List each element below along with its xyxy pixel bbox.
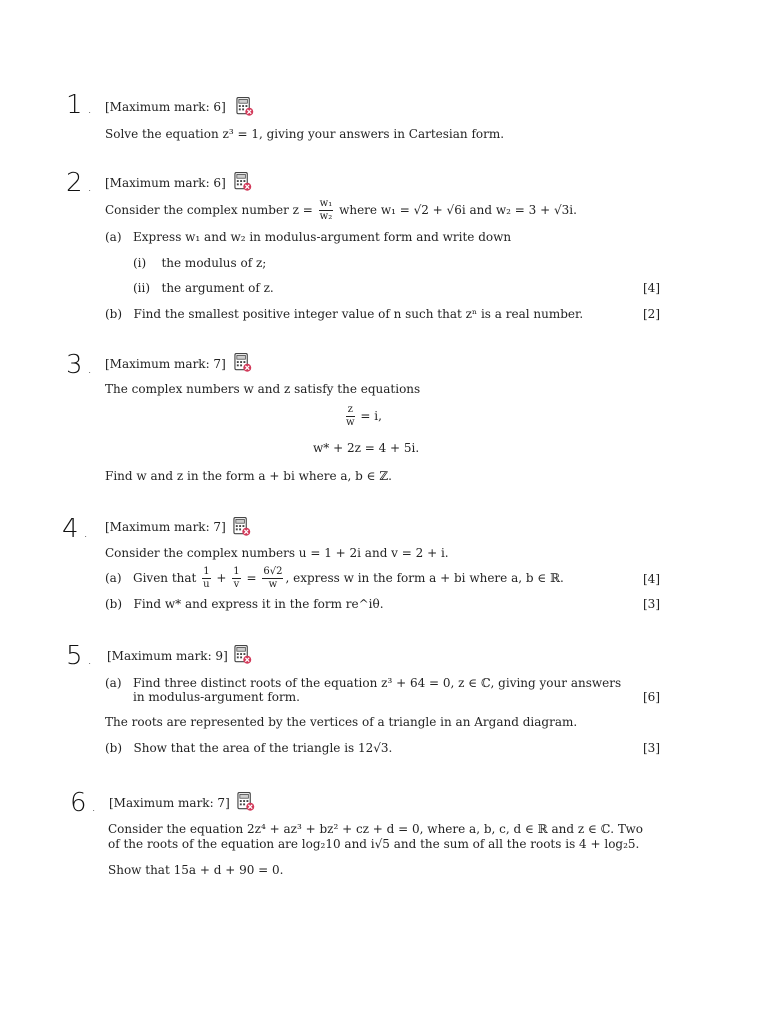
question-number: 4 .	[62, 514, 89, 544]
equation-1: $\frac{z}{w}$ = i,	[346, 404, 382, 428]
calculator-not-allowed-icon	[233, 517, 251, 537]
calculator-not-allowed-icon	[237, 792, 255, 812]
question-text: The roots are represented by the vertices of a triangle in an Argand diagram.	[105, 715, 578, 729]
question-number: 2 .	[66, 168, 93, 198]
max-mark: [Maximum mark: 9]	[107, 649, 228, 663]
question-text: Find w and z in the form a + bi where a, b ∈ ℤ.	[105, 469, 392, 483]
part-b: (b) Find the smallest positive integer value of n such that zⁿ is a real number.	[105, 307, 584, 321]
max-mark: [Maximum mark: 6]	[105, 100, 226, 114]
part-mark: [4]	[643, 572, 660, 586]
max-mark: [Maximum mark: 7]	[105, 520, 226, 534]
question-intro: Consider the complex number z = $\frac{\text{w₁}}{\text{w₂}}$ where w₁ = √2 + √6i and w₂ = 3 + √3i.	[105, 198, 577, 222]
fraction: $\frac{\text{w₁}}{\text{w₂}}$	[319, 198, 333, 222]
max-mark: [Maximum mark: 7]	[105, 357, 226, 371]
part-mark: [2]	[643, 307, 660, 321]
calculator-not-allowed-icon	[234, 353, 252, 373]
question-number: 6 .	[70, 788, 97, 818]
part-a: (a) Express w₁ and w₂ in modulus-argument form and write down	[105, 230, 512, 244]
part-mark: [6]	[643, 690, 660, 704]
part-b: (b) Find w* and express it in the form re^iθ.	[105, 597, 384, 611]
question-intro: Consider the complex numbers u = 1 + 2i and v = 2 + i.	[105, 546, 449, 560]
question-text: Show that 15a + d + 90 = 0.	[108, 863, 284, 877]
part-a-i: (i) the modulus of z;	[133, 256, 267, 270]
calculator-not-allowed-icon	[234, 645, 252, 665]
calculator-not-allowed-icon	[236, 97, 254, 117]
part-b: (b) Show that the area of the triangle is 12√3.	[105, 741, 393, 755]
question-text: Solve the equation z³ = 1, giving your answers in Cartesian form.	[105, 127, 505, 141]
part-mark: [4]	[643, 281, 660, 295]
question-text: of the roots of the equation are log₂10 and i√5 and the sum of all the roots is 4 + log₂5.	[108, 837, 640, 851]
equation-2: w* + 2z = 4 + 5i.	[313, 441, 420, 455]
part-mark: [3]	[643, 597, 660, 611]
question-number: 1 .	[66, 90, 93, 120]
part-a: (a) Find three distinct roots of the equation z³ + 64 = 0, z ∈ ℂ, giving your answers	[105, 676, 622, 690]
max-mark: [Maximum mark: 7]	[109, 796, 230, 810]
question-number: 3 .	[66, 350, 93, 380]
part-a-cont: in modulus-argument form.	[133, 690, 300, 704]
part-a: (a) Given that $\frac{1}{u}$ + $\frac{1}{v}$ = $\frac{6√2}{w}$ , express w in the form a + bi where a, b ∈ ℝ.	[105, 566, 564, 590]
max-mark: [Maximum mark: 6]	[105, 176, 226, 190]
question-intro: The complex numbers w and z satisfy the equations	[105, 382, 421, 396]
part-a-ii: (ii) the argument of z.	[133, 281, 274, 295]
question-number: 5 .	[66, 641, 93, 671]
calculator-not-allowed-icon	[234, 172, 252, 192]
part-mark: [3]	[643, 741, 660, 755]
question-text: Consider the equation 2z⁴ + az³ + bz² + cz + d = 0, where a, b, c, d ∈ ℝ and z ∈ ℂ. Two	[108, 822, 643, 836]
